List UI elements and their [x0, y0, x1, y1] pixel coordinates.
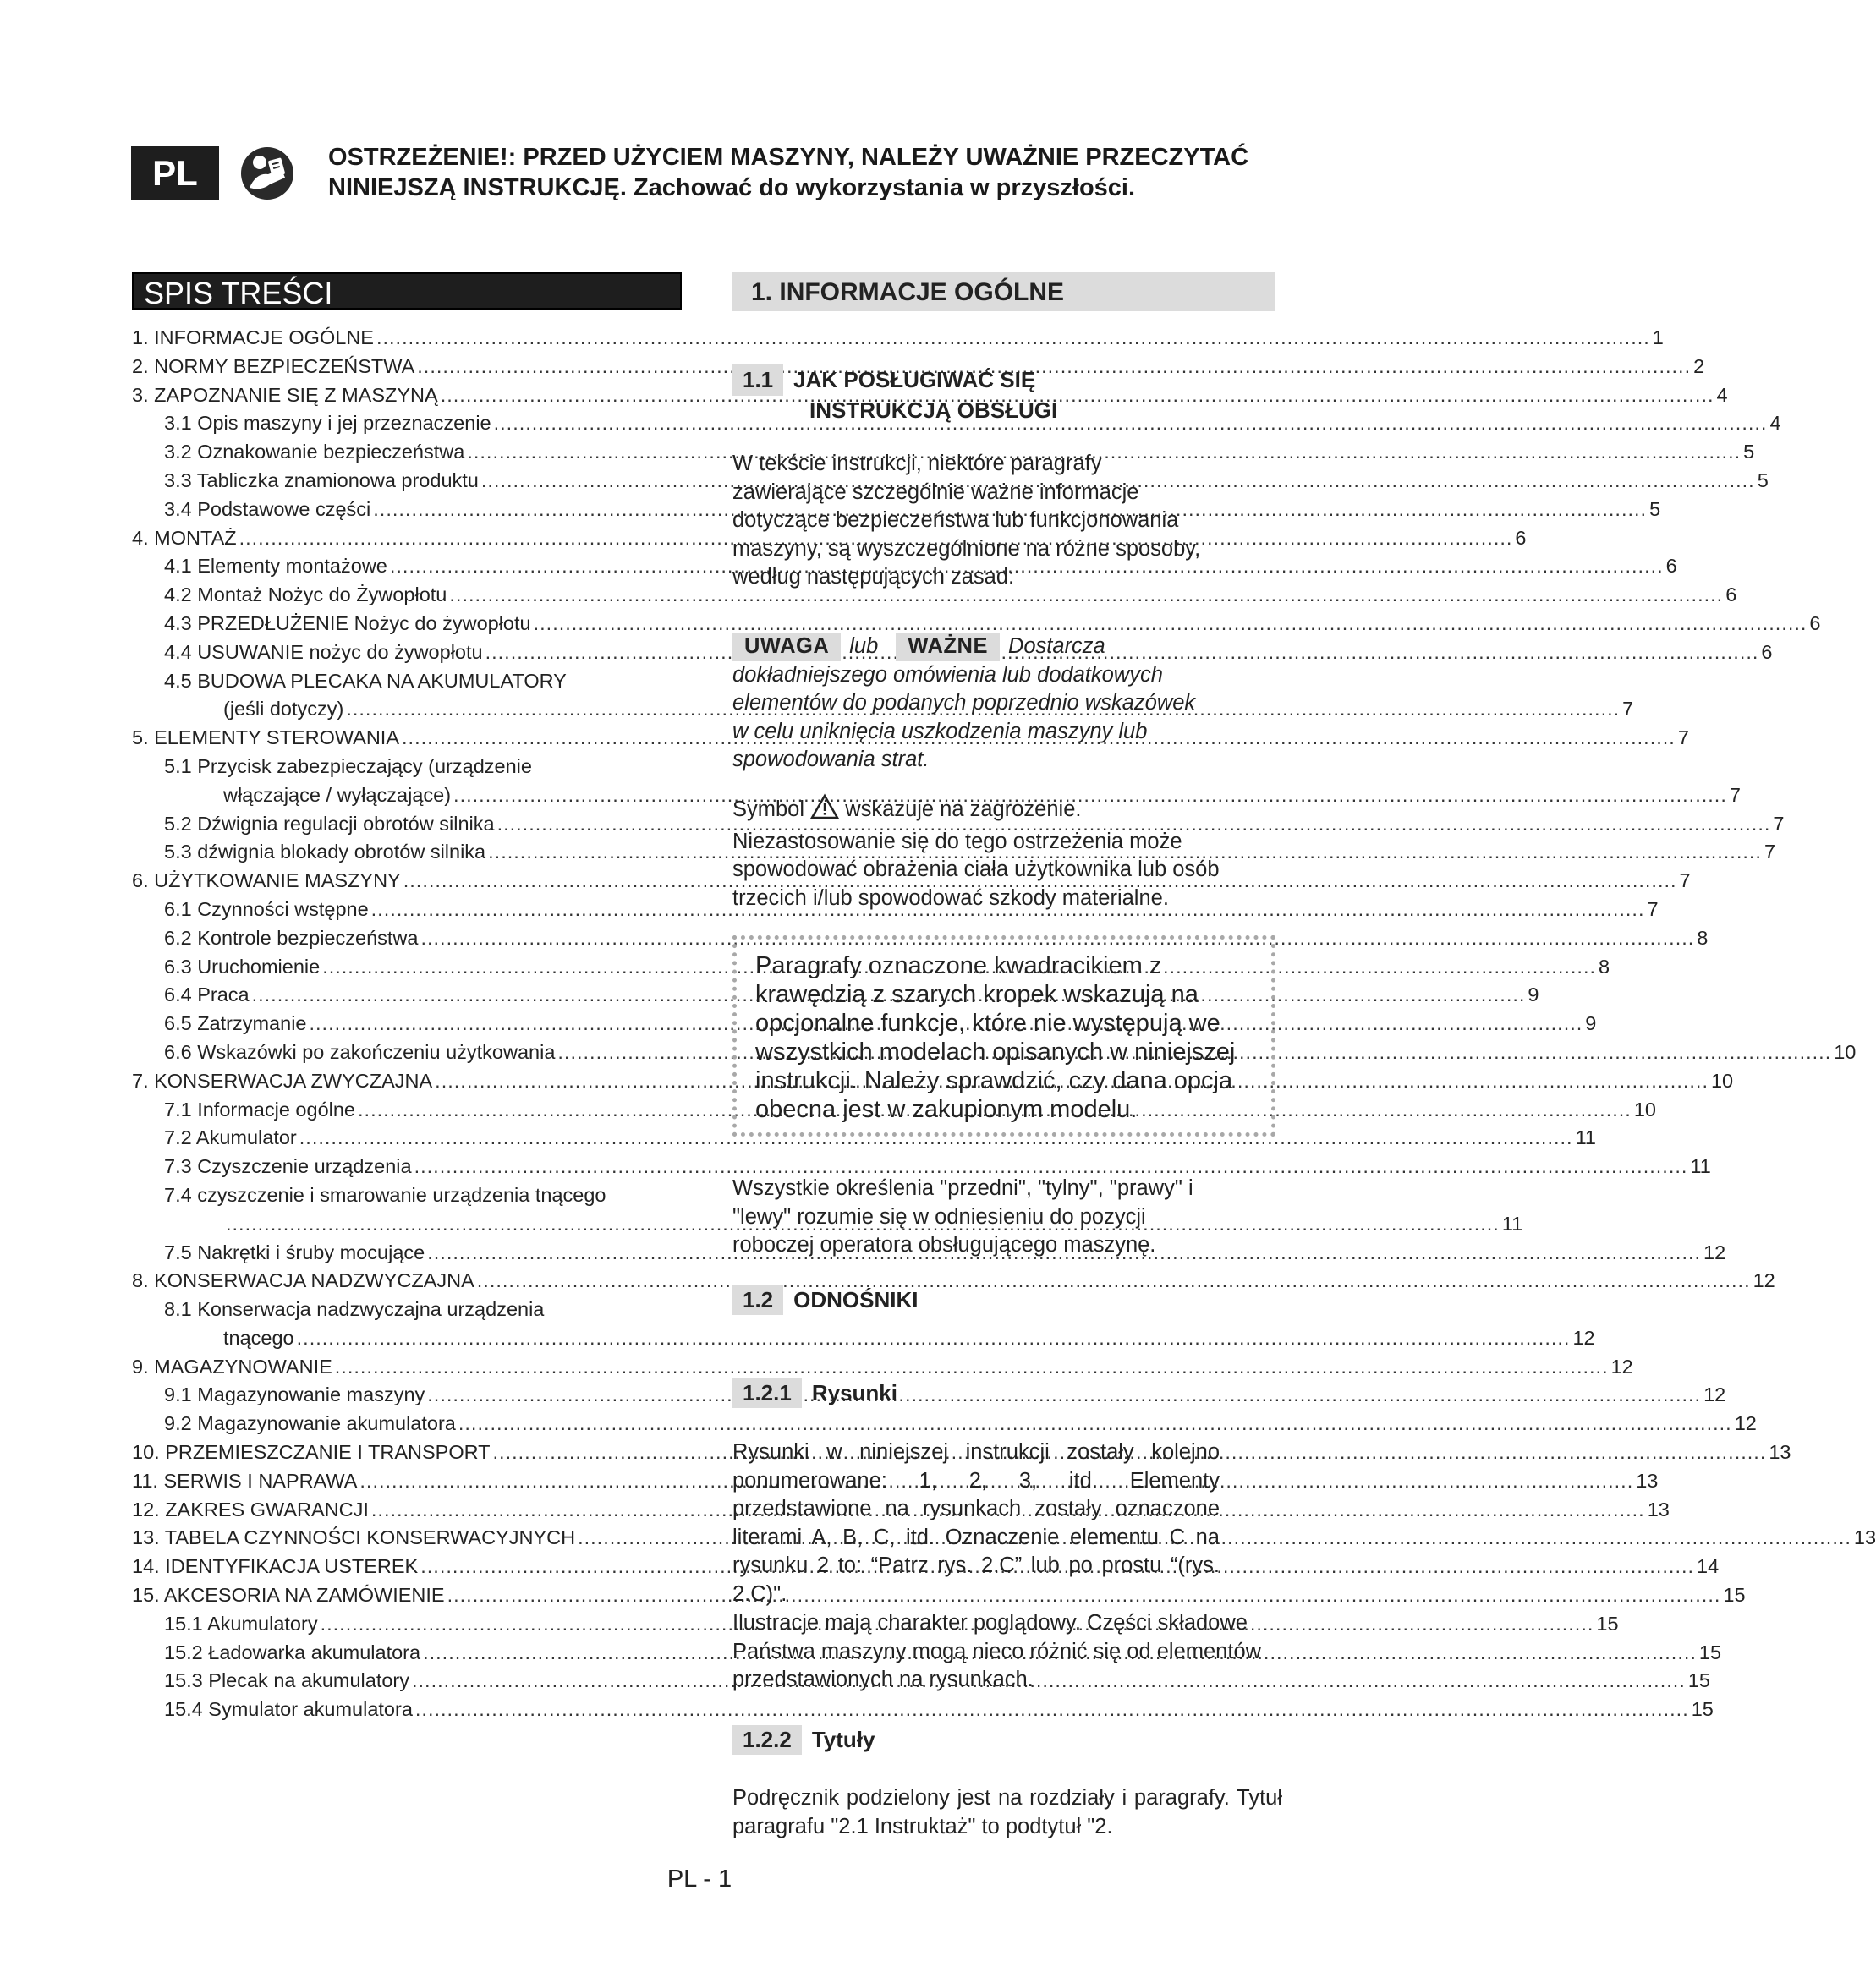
page-number: PL - 1 [666, 1866, 732, 1893]
toc-entry-label: włączające / wyłączające) [223, 783, 452, 806]
subsection-1-1-heading [732, 364, 1274, 425]
toc-entry-page: 1 [1652, 326, 1664, 348]
toc-entry [132, 1040, 1857, 1070]
toc-entry-page: 5 [1743, 441, 1755, 463]
toc-leader-dots [297, 1327, 1571, 1350]
toc-entry-label: 15.4 Symulator akumulatora [164, 1698, 413, 1721]
toc-entry-page: 7 [1764, 841, 1776, 863]
toc-entry [132, 1612, 1619, 1641]
warning-triangle-icon [810, 794, 839, 828]
hazard-symbol-paragraph [732, 794, 1257, 912]
toc-entry [132, 1241, 1726, 1270]
toc-entry-label: 9.1 Magazynowanie maszyny [164, 1384, 425, 1406]
toc-entry-label: 6. UŻYTKOWANIE MASZYNY [132, 869, 401, 892]
toc-entry-page: 11 [1575, 1126, 1596, 1149]
toc-entry [132, 1498, 1670, 1527]
toc-entry-label: 3. ZAPOZNANIE SIĘ Z MASZYNĄ [132, 383, 438, 406]
optional-features-box: Paragrafy oznaczone kwadracikiem z krawędzią z szarych kropek wskazują na opcjonalne funkcje, które nie występują we wszystkich modelach opisanych w niniejszej instrukcji. Należy sprawdzić, czy dana opcja obecna jest w zakupionym modelu. [732, 935, 1275, 1137]
note-paragraph [732, 633, 1206, 775]
toc-entry [132, 755, 682, 784]
toc-entry-label: 3.3 Tabliczka znamionowa produktu [164, 468, 479, 491]
toc-entry-label: 4.3 PRZEDŁUŻENIE Nożyc do żywopłotu [164, 611, 531, 634]
toc-entry-page: 7 [1647, 897, 1659, 920]
toc-entry [132, 1441, 1791, 1470]
toc-entry [132, 1212, 1523, 1241]
hazard-text: Niezastosowanie się do tego ostrzeżenia może spowodować obrażenia ciała użytkownika lub osób trzecich i/lub spowodować szkody materialne. [732, 829, 1220, 910]
subsection-number: 1.2 [732, 1285, 783, 1315]
subsection-number: 1.2.1 [732, 1378, 802, 1408]
toc-entry [132, 611, 1821, 641]
toc-entry-label: 4.5 BUDOWA PLECAKA NA AKUMULATORY [164, 669, 567, 692]
toc-entry-label: 7.1 Informacje ogólne [164, 1098, 356, 1121]
toc-entry-label: 9. MAGAZYNOWANIE [132, 1355, 332, 1378]
toc-entry-label: 6.4 Praca [164, 984, 250, 1006]
toc-entry-page: 15 [1596, 1612, 1619, 1635]
or-word: lub [849, 634, 879, 658]
toc-entry [132, 1698, 1714, 1727]
toc-entry-page: 13 [1853, 1526, 1876, 1549]
note-text: Dostarcza dokładniejszego omówienia lub dodatkowych elementów do podanych poprzednio wskazówek w celu uniknięcia uszkodzenia maszyny lub spowodowania strat. [732, 634, 1196, 772]
toc-entry-page: 12 [1734, 1412, 1757, 1435]
toc-leader-dots [534, 612, 1807, 635]
language-badge: PL [131, 146, 219, 200]
toc-entry [132, 1069, 1734, 1099]
toc-entry-label: 12. ZAKRES GWARANCJI [132, 1498, 369, 1520]
intro-paragraph: W tekście instrukcji, niektóre paragrafy zawierające szczególnie ważne informacje dotyczące bezpieczeństwa lub funkcjonowania maszyny, są wyszczególnione na różne sposoby, według następujących zasad: [732, 452, 1201, 589]
toc-entry-label: 13. TABELA CZYNNOŚCI KONSERWACYJNYCH [132, 1526, 576, 1549]
toc-entry [132, 1012, 1597, 1041]
toc-entry-label: 15.1 Akumulatory [164, 1612, 318, 1635]
wazne-tag: WAŻNE [896, 633, 1000, 661]
toc-leader-dots [458, 1412, 1732, 1435]
subsection-title: Rysunki [811, 1380, 897, 1405]
symbol-text: wskazuje na zagrożenie. [845, 797, 1082, 821]
toc-entry [132, 412, 1781, 441]
toc-entry [132, 698, 1634, 726]
toc-leader-dots [477, 1269, 1751, 1292]
toc-entry-page: 15 [1698, 1641, 1722, 1663]
toc-entry [132, 1269, 1775, 1298]
toc-leader-dots [376, 326, 1650, 349]
toc-entry [132, 441, 1755, 469]
toc-entry [132, 841, 1776, 869]
toc-entry-label: 10. PRZEMIESZCZANIE I TRANSPORT [132, 1441, 491, 1464]
toc-entry-label: 1. INFORMACJE OGÓLNE [132, 326, 374, 348]
toc-entry-label: 3.2 Oznakowanie bezpieczeństwa [164, 441, 465, 463]
toc-entry-page: 12 [1610, 1355, 1633, 1378]
toc-entry-label: 5.3 dźwignia blokady obrotów silnika [164, 841, 486, 863]
toc-entry-page: 10 [1834, 1040, 1857, 1063]
toc-entry-label: (jeśli dotyczy) [223, 698, 344, 721]
toc-entry-label: 15.2 Ładowarka akumulatora [164, 1641, 421, 1663]
toc-entry-label: 3.4 Podstawowe części [164, 497, 371, 520]
toc-entry-page: 12 [1572, 1326, 1595, 1349]
titles-paragraph: Podręcznik podzielony jest na rozdziały i paragrafy. Tytuł paragrafu "2.1 Instruktaż" to podtytuł "2. [732, 1786, 1282, 1838]
toc-entry [132, 812, 1785, 841]
toc-entry [132, 1155, 1711, 1184]
toc-entry [132, 1326, 1595, 1356]
toc-entry-page: 13 [1636, 1469, 1659, 1492]
toc-entry-page: 7 [1677, 726, 1689, 749]
toc-entry-page: 8 [1599, 955, 1610, 978]
illustrations-paragraph: Ilustracje mają charakter poglądowy. Części składowe Państwa maszyny mogą nieco różnić się od elementów przedstawionych na rysunkach. [732, 1611, 1262, 1692]
toc-entry-label: 4.4 USUWANIE nożyc do żywopłotu [164, 640, 483, 663]
toc-entry-page: 14 [1697, 1555, 1720, 1578]
toc-entry-label: 15.3 Plecak na akumulatory [164, 1669, 409, 1692]
toc-entry-page: 6 [1515, 526, 1527, 549]
subsection-title-line1: JAK POSŁUGIWAĆ SIĘ [793, 367, 1036, 392]
toc-entry [132, 555, 1677, 584]
toc-entry-page: 10 [1633, 1098, 1656, 1121]
section-title: 1. INFORMACJE OGÓLNE [732, 272, 1275, 311]
toc-entry [132, 1098, 1656, 1127]
toc-entry-page: 13 [1647, 1498, 1670, 1520]
toc-entry [132, 468, 1769, 498]
toc-entry-page: 15 [1687, 1669, 1710, 1692]
toc-entry-label: 14. IDENTYFIKACJA USTEREK [132, 1555, 419, 1578]
read-manual-icon [239, 144, 295, 203]
toc-entry-label: 11. SERWIS I NAPRAWA [132, 1469, 358, 1492]
toc-entry-page: 8 [1697, 926, 1709, 949]
toc-entry [132, 726, 1689, 755]
toc-entry-page: 7 [1729, 783, 1741, 806]
toc-entry [132, 497, 1661, 527]
toc-entry-page: 11 [1501, 1212, 1523, 1235]
toc-entry [132, 1412, 1757, 1441]
subsection-title: Tytuły [811, 1727, 875, 1752]
toc-entry [132, 897, 1659, 927]
toc-entry [132, 526, 1527, 556]
toc-entry-label: 5.2 Dźwignia regulacji obrotów silnika [164, 812, 495, 835]
toc-entry-page: 12 [1703, 1241, 1726, 1263]
toc-entry-label: 6.6 Wskazówki po zakończeniu użytkowania [164, 1040, 556, 1063]
toc-entry-page: 6 [1665, 555, 1677, 578]
toc-entry-label: 8.1 Konserwacja nadzwyczajna urządzenia [164, 1298, 545, 1321]
toc-entry [132, 926, 1709, 956]
toc-entry-page: 12 [1753, 1269, 1775, 1292]
toc-entry [132, 1298, 682, 1327]
toc-entry [132, 584, 1737, 612]
toc-entry [132, 1526, 1876, 1555]
toc-entry-label: 7. KONSERWACJA ZWYCZAJNA [132, 1069, 433, 1092]
toc-entry [132, 670, 682, 699]
toc-entry-page: 12 [1703, 1384, 1726, 1406]
toc-entry [132, 1355, 1633, 1384]
toc-entry-label: 2. NORMY BEZPIECZEŃSTWA [132, 354, 415, 377]
toc-entry-page: 5 [1757, 468, 1769, 491]
toc-entry-page: 7 [1773, 812, 1785, 835]
toc-entry-label: 4.1 Elementy montażowe [164, 555, 387, 578]
subsection-title-line2: INSTRUKCJĄ OBSŁUGI [809, 397, 1058, 423]
toc-entry-label: 7.4 czyszczenie i smarowanie urządzenia tnącego [164, 1183, 606, 1206]
toc-entry-label: 7.2 Akumulator [164, 1126, 297, 1149]
toc-entry-page: 9 [1585, 1012, 1597, 1035]
toc-entry [132, 1641, 1722, 1670]
toc-entry [132, 1669, 1710, 1698]
toc-entry-page: 4 [1716, 383, 1728, 406]
toc-leader-dots [415, 1698, 1689, 1721]
toc-entry-page: 5 [1649, 497, 1661, 520]
symbol-prefix: Symbol [732, 797, 805, 821]
toc-entry [132, 1469, 1659, 1499]
warning-text [328, 142, 1301, 203]
toc-entry [132, 326, 1664, 355]
toc-entry-page: 13 [1769, 1441, 1791, 1464]
toc-entry-page: 7 [1622, 698, 1634, 721]
toc-entry-label: tnącego [223, 1326, 294, 1349]
toc-entry-label: 3.1 Opis maszyny i jej przeznaczenie [164, 412, 491, 435]
toc-entry-page: 2 [1693, 354, 1705, 377]
toc-entry-label: 5.1 Przycisk zabezpieczający (urządzenie [164, 754, 532, 777]
uwaga-tag: UWAGA [732, 633, 841, 661]
toc-entry-page: 15 [1723, 1584, 1746, 1607]
subsection-1-2-1-heading [732, 1378, 897, 1408]
toc-title: SPIS TREŚCI [132, 272, 682, 310]
toc-entry [132, 1584, 1746, 1613]
toc-entry [132, 869, 1691, 898]
toc-entry-label: 6.2 Kontrole bezpieczeństwa [164, 926, 419, 949]
toc-entry [132, 1126, 1596, 1155]
toc-entry [132, 955, 1610, 984]
toc-entry-label: 6.5 Zatrzymanie [164, 1012, 307, 1035]
toc-entry-label: 6.3 Uruchomienie [164, 955, 321, 978]
toc-entry-page: 6 [1725, 584, 1737, 606]
directions-paragraph: Wszystkie określenia "przedni", "tylny", "prawy" i "lewy" rozumie się w odniesieniu do pozycji roboczej operatora obsługującego maszynę. [732, 1176, 1193, 1257]
toc-leader-dots [335, 1356, 1609, 1378]
toc-entry-page: 6 [1761, 640, 1773, 663]
toc-entry-page: 9 [1528, 984, 1539, 1006]
subsection-number: 1.1 [732, 364, 783, 396]
toc-entry-page: 6 [1809, 611, 1821, 634]
subsection-title: ODNOŚNIKI [793, 1287, 919, 1312]
toc-entry [132, 984, 1539, 1012]
subsection-1-2-2-heading [732, 1725, 875, 1755]
toc-entry-label: 7.5 Nakrętki i śruby mocujące [164, 1241, 425, 1263]
toc-entry-label: 5. ELEMENTY STEROWANIA [132, 726, 400, 749]
toc-entry-label: 7.3 Czyszczenie urządzenia [164, 1155, 412, 1178]
subsection-1-2-heading [732, 1285, 919, 1315]
toc-entry-label: 15. AKCESORIA NA ZAMÓWIENIE [132, 1584, 445, 1607]
toc-entry-page: 7 [1679, 869, 1691, 892]
toc-entry-label: 9.2 Magazynowanie akumulatora [164, 1412, 456, 1435]
warning-line-2: NINIEJSZĄ INSTRUKCJĘ. Zachować do wykorzystania w przyszłości. [328, 174, 1136, 201]
warning-line-1: OSTRZEŻENIE!: PRZED UŻYCIEM MASZYNY, NALEŻY UWAŻNIE PRZECZYTAĆ [328, 144, 1249, 171]
toc-entry [132, 1555, 1720, 1584]
toc-entry-label: 8. KONSERWACJA NADZWYCZAJNA [132, 1269, 474, 1292]
toc-entry [132, 1184, 682, 1213]
toc-entry-label: 4. MONTAŻ [132, 526, 237, 549]
toc-entry-page: 4 [1769, 412, 1781, 435]
toc-leader-dots [427, 1384, 1701, 1406]
toc-entry-page: 11 [1690, 1155, 1711, 1178]
figures-paragraph: Rysunki w niniejszej instrukcji zostały kolejno ponumerowane: 1, 2, 3, itd. Elementy przedstawione na rysunkach zostały oznaczone literami A, B, C, itd. Oznaczenie elementu C na rysunku 2 to: “Patrz rys. 2.C” lub po prostu “(rys. 2.C)". [732, 1440, 1220, 1606]
toc-entry-label: 4.2 Montaż Nożyc do Żywopłotu [164, 584, 447, 606]
toc-entry-page: 10 [1710, 1069, 1734, 1092]
subsection-number: 1.2.2 [732, 1725, 802, 1755]
toc-entry-label: 6.1 Czynności wstępne [164, 897, 369, 920]
toc-entry-page: 15 [1691, 1698, 1714, 1721]
